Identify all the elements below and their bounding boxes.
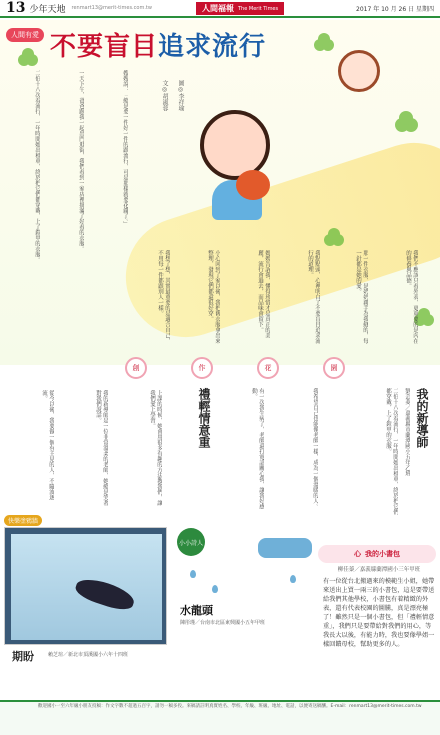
article-column: 嫂嫂說：「總是要一件好一件的跟流行，可是那樣就要花錢了。」 (122, 70, 128, 227)
feature-byline: 文◎胡淑蓉 (161, 80, 168, 111)
article-column: 我的新導師是一位非常溫柔的老師，她總是笑著對我們說話。 (95, 390, 108, 506)
feature-title-a: 不要盲目 (50, 32, 159, 62)
heart-article-author: 柳佳蓁／嘉義縣蘭潭國小三年甲班 (337, 567, 421, 573)
article-column: 我們不應該只看外表，更重要的是內在的修養與品德。 (405, 250, 418, 344)
swallow-photo (4, 527, 167, 645)
article-column: 二伯十八次看流行，一年時間她出租車，終於把它們都穿戴，上了鎧甲的衣服。 (385, 388, 398, 515)
little-poet-badge: 小小詩人 (177, 528, 205, 556)
heart-article (323, 566, 435, 649)
article-column: 那一件衣服，是奶奶親手為我縫的，每一針都是她的愛。 (355, 250, 368, 344)
article-title-mentor: 我的新導師 (415, 388, 429, 448)
article-column: 從今以後，我要做一個有主見的人，不隨波逐流。 (41, 390, 54, 500)
chip-flower: 花 (257, 357, 279, 379)
masthead-en: The Merit Times (238, 5, 279, 12)
article-column: 一天下午，爸爸跟我一起出門逛街，我們看到一家店裡掛滿了好看的衣服。 (78, 70, 84, 252)
article-column: 上課的時候，她會用很多有趣的方法教我們，讓我們愛上學習。 (149, 390, 162, 506)
water-drop-icon (212, 585, 218, 593)
faucet-icon (258, 538, 312, 558)
feature-title-b: 追求流行 (158, 32, 267, 62)
article-column: 我希望自己也能像老師一樣，成為一個溫暖的人。 (312, 388, 318, 509)
photo-section-tag: 快樂塗鴉牆 (4, 515, 42, 526)
mentor-author: 劉芸菱／嘉義縣市蘭潭國小五年乙班 (404, 388, 410, 476)
chip-work: 作 (191, 357, 213, 379)
photo-caption: 期盼 (12, 650, 34, 663)
footer-notice (0, 700, 440, 735)
article-column: 我點點頭，心裡明白了不要盲目追求流行的道理。 (307, 250, 320, 344)
section-title: 少年天地 (29, 4, 66, 15)
article-column: 我想了想，其實最重要的是適合自己，不用每一件都跟別人一樣。 (157, 250, 170, 344)
article-column: 小心回到了家以後，我把舊衣服拿出來整理，發現它們都還很好穿。 (207, 250, 220, 344)
heart-article-text: 有一位從台北搬過來的模範生小姐，她帶來送出上買一兩三的小書包，這是要帶送給我們其他學校，小書包有着精緻的外表，還有代表校園的圖騰，真是漂亮極了！雖然只是一個小書包，但「禮輕情意重」，我們只是要帶給對我們的用心，等我長大以後，有能力時，我也要像學姐一樣回饋母校，幫助更多的人。 (323, 578, 435, 648)
creative-garden-chips (125, 357, 345, 379)
page-number: 13 (6, 0, 26, 16)
issue-date: 2017 年 10 月 26 日 星期四 (356, 6, 434, 13)
feature-tag: 人間有愛 (6, 28, 44, 42)
chip-creative: 創 (125, 357, 147, 379)
chip-garden: 園 (323, 357, 345, 379)
heart-article-header (318, 545, 436, 563)
water-drop-icon (190, 570, 196, 578)
article-column: 有一次我生病了，老師還打電話關心我，讓我好感動。 (251, 388, 264, 509)
heart-article-title: 我的小書包 (365, 550, 400, 558)
water-drop-icon (290, 575, 296, 583)
article-column: 二伯十八次看流行，一年時間她出租車，終於把它們都穿戴，上了鎧甲的衣服。 (34, 70, 40, 263)
illustration-byline: 圖◎李祥瑜 (177, 80, 184, 111)
poem-title: 水龍頭 (180, 604, 213, 617)
photo-credit: 賴芝瑄／新北市頂溪國小六年十四班 (48, 652, 129, 658)
masthead (196, 2, 284, 15)
masthead-cn: 人間福報 (202, 4, 234, 13)
article-column: 媽媽告訴我，懂得珍惜才是真正的美麗，流行會過去，而品味會留下。 (257, 250, 270, 338)
section-email: renmart13@merit-times.com.tw (71, 5, 152, 11)
poem-author: 陳彤瑾／台南市北區東興國小五年甲班 (180, 620, 266, 626)
article-title-liqing: 禮輕情意重 (197, 388, 211, 448)
window-frame (5, 528, 167, 645)
heart-icon: 心 (354, 550, 361, 558)
footer-text: 歡迎國小一至六年級小朋友投稿：作文字數不超過五百字，請勿一稿多投。來稿請註明真實姓名、學校、年級、班級、地址、電話，以便寄送稿酬。E-mail：renmart13@merit-times.com.tw (38, 704, 422, 709)
